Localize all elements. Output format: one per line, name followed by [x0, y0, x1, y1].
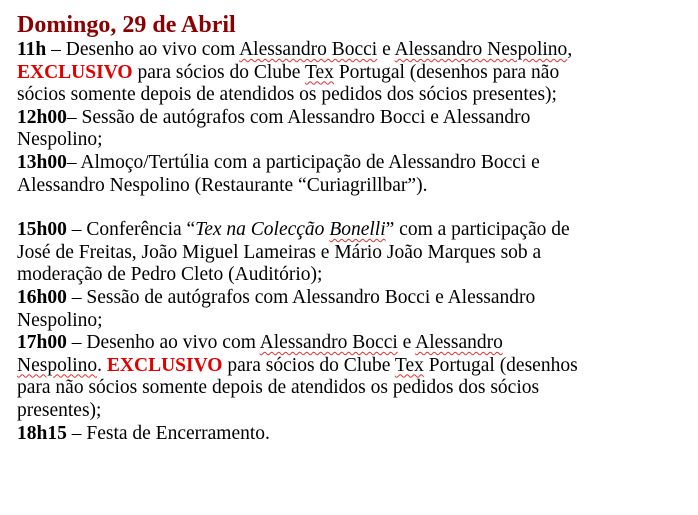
spellcheck-name: Alessandro Nespolino [394, 39, 568, 60]
entry-text: , [567, 39, 573, 60]
conference-title: Tex na Colecção [195, 219, 330, 241]
schedule-entry-16h00 [17, 287, 698, 332]
entry-text: para sócios do Clube [222, 354, 395, 376]
day-heading: Domingo, 29 de Abril [17, 12, 236, 38]
entry-line: para não sócios somente depois de atendidos os pedidos dos sócios [17, 377, 540, 399]
entry-text: para sócios do Clube [132, 61, 305, 83]
entry-line [17, 62, 698, 85]
entry-text: ” com a participação de [385, 219, 570, 241]
entry-line [17, 152, 698, 175]
schedule-entry-11h [17, 39, 698, 107]
entry-time: 15h00 [17, 219, 67, 241]
exclusive-label: EXCLUSIVO [106, 354, 223, 376]
entry-time: 17h00 [17, 332, 67, 354]
schedule-entry-18h15 [17, 423, 698, 446]
entry-time: 12h00 [17, 106, 67, 128]
schedule-entry-15h00 [17, 219, 698, 287]
entry-text: Portugal (desenhos [423, 354, 578, 376]
spellcheck-word: Tex [304, 61, 334, 83]
entry-time: 18h15 [17, 422, 67, 444]
entry-time: 13h00 [17, 151, 67, 173]
entry-line [17, 39, 698, 62]
blank-line [17, 197, 698, 219]
entry-line [17, 423, 698, 446]
entry-line [17, 332, 698, 355]
entry-line: Nespolino; [17, 129, 103, 151]
entry-line [17, 219, 698, 242]
entry-line: Nespolino; [17, 309, 103, 331]
schedule-entry-12h00 [17, 107, 698, 152]
entry-line: presentes); [17, 399, 102, 421]
entry-line [17, 355, 698, 378]
schedule-entry-13h00 [17, 152, 698, 197]
entry-time: 11h [17, 39, 47, 60]
entry-text: – Conferência “ [66, 219, 196, 241]
entry-text: – Desenho ao vivo com [66, 332, 260, 354]
entry-text: e [377, 39, 395, 60]
entry-line [17, 287, 698, 310]
entry-text: – Almoço/Tertúlia com a participação de Alessandro Bocci e [66, 151, 540, 173]
spellcheck-name: Alessandro Bocci [259, 332, 398, 354]
exclusive-label: EXCLUSIVO [17, 61, 133, 83]
entry-line: moderação de Pedro Cleto (Auditório); [17, 264, 323, 286]
conference-title-word: Bonelli [329, 219, 386, 241]
entry-text: – Sessão de autógrafos com Alessandro Bocci e Alessandro [66, 106, 531, 128]
spellcheck-name: Alessandro [415, 332, 503, 354]
entry-time: 16h00 [17, 286, 67, 308]
entry-line: sócios somente depois de atendidos os pedidos dos sócios presentes); [17, 84, 557, 106]
entry-text: Portugal (desenhos para não [333, 61, 560, 83]
entry-line: José de Freitas, João Miguel Lameiras e Mário João Marques sob a [17, 241, 542, 263]
entry-line [17, 107, 698, 130]
entry-text: . [97, 354, 107, 376]
entry-text: – [46, 39, 66, 60]
schedule-entry-17h00 [17, 332, 698, 422]
spellcheck-word: Tex [394, 354, 424, 376]
entry-text: Desenho ao vivo com [65, 39, 240, 60]
entry-text: e [397, 332, 416, 354]
spellcheck-name: Alessandro Bocci [239, 39, 378, 60]
spellcheck-name: Nespolino [17, 354, 98, 376]
entry-text: – Sessão de autógrafos com Alessandro Bocci e Alessandro [66, 286, 536, 308]
entry-line: Alessandro Nespolino (Restaurante “Curiagrillbar”). [17, 174, 428, 196]
entry-text: – Festa de Encerramento. [66, 422, 270, 444]
